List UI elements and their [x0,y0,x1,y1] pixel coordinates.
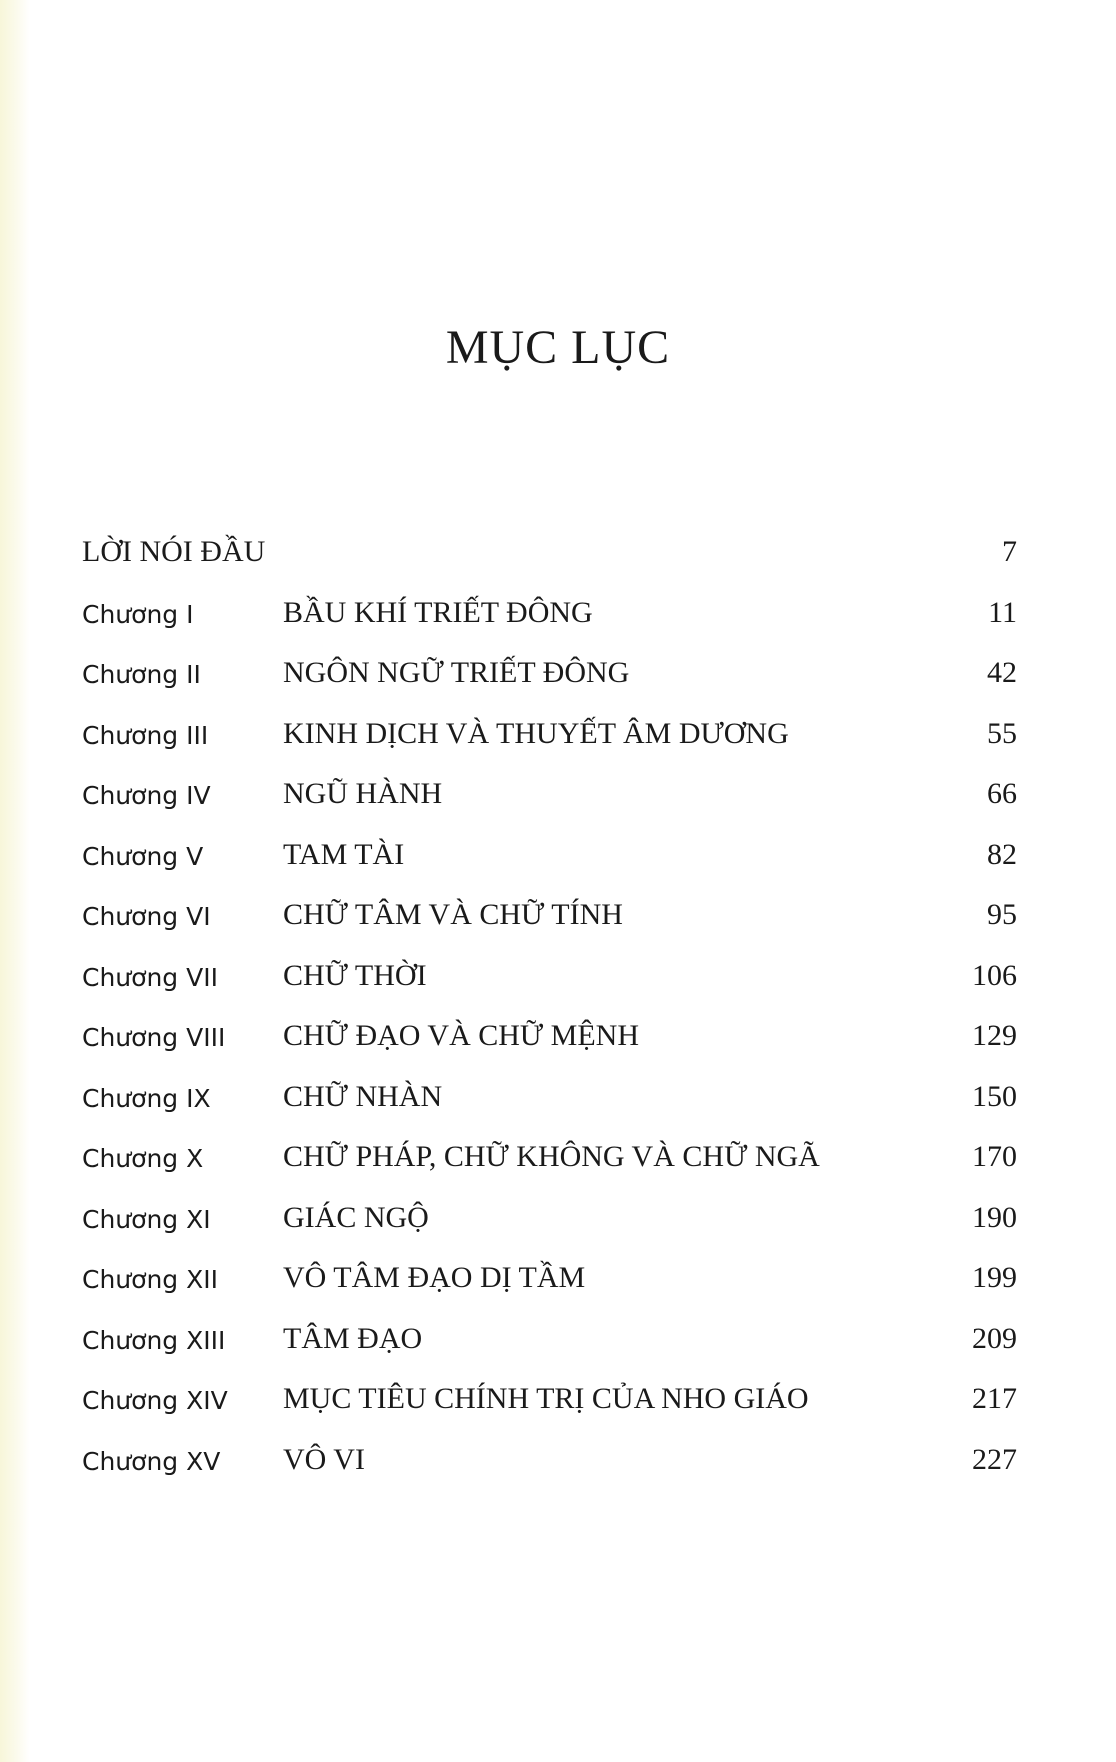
toc-chapter-label: Chương IV [82,781,211,810]
toc-chapter-label: Chương VII [82,962,218,992]
toc-chapter-title: BẦU KHÍ TRIẾT ĐÔNG [283,595,593,629]
toc-page-number: 11 [988,595,1017,629]
toc-chapter-label: Chương VIII [82,1023,226,1052]
page-edge-shading [0,0,30,1762]
toc-chapter-title: MỤC TIÊU CHÍNH TRỊ CỦA NHO GIÁO [283,1382,809,1415]
toc-row [82,1196,1017,1257]
toc-page-number: 55 [987,716,1017,750]
toc-chapter-title: CHỮ THỜI [283,958,427,992]
toc-row [82,1256,1017,1317]
toc-page-number: 150 [972,1079,1017,1113]
toc-chapter-title: VÔ VI [283,1442,365,1476]
toc-page-number: 190 [972,1200,1017,1234]
toc-chapter-title: TÂM ĐẠO [283,1321,423,1355]
toc-row [82,954,1017,1015]
toc-page-number: 199 [972,1261,1017,1294]
toc-chapter-title: CHỮ PHÁP, CHỮ KHÔNG VÀ CHỮ NGÃ [283,1140,820,1173]
toc-page-number: 82 [987,837,1017,871]
toc-chapter-title: KINH DỊCH VÀ THUYẾT ÂM DƯƠNG [283,716,789,750]
toc-chapter-title: GIÁC NGỘ [283,1200,429,1234]
toc-page-number: 170 [972,1140,1017,1173]
toc-chapter-title: NGŨ HÀNH [283,777,443,810]
toc-page-number: 7 [1002,535,1017,568]
toc-row [82,1014,1017,1075]
table-of-contents [82,530,1017,1498]
toc-page-number: 106 [972,958,1017,992]
toc-chapter-label: Chương XIV [82,1386,228,1415]
toc-page-number: 95 [987,898,1017,931]
toc-row [82,893,1017,954]
toc-intro-title: LỜI NÓI ĐẦU [82,535,266,568]
toc-chapter-label: Chương XV [82,1446,221,1476]
toc-page-number: 217 [972,1382,1017,1415]
toc-page-number: 42 [987,656,1017,689]
toc-row [82,712,1017,773]
toc-page-number: 227 [972,1442,1017,1476]
toc-page-number: 129 [972,1019,1017,1052]
toc-row [82,1377,1017,1438]
toc-chapter-title: CHỮ NHÀN [283,1079,443,1113]
toc-page-number: 66 [987,777,1017,810]
toc-chapter-label: Chương I [82,599,194,629]
toc-chapter-label: Chương X [82,1144,204,1173]
toc-row [82,591,1017,652]
toc-row-intro [82,530,1017,591]
toc-row [82,772,1017,833]
toc-chapter-title: CHỮ TÂM VÀ CHỮ TÍNH [283,898,623,931]
toc-chapter-list [82,591,1017,1499]
toc-row [82,833,1017,894]
page-title: MỤC LỤC [445,321,671,374]
toc-row [82,1317,1017,1378]
toc-chapter-title: NGÔN NGỮ TRIẾT ĐÔNG [283,656,630,689]
toc-chapter-title: VÔ TÂM ĐẠO DỊ TẦM [283,1261,586,1294]
toc-chapter-label: Chương V [82,841,204,871]
toc-chapter-label: Chương VI [82,902,211,931]
toc-chapter-title: TAM TÀI [283,837,405,871]
toc-chapter-title: CHỮ ĐẠO VÀ CHỮ MỆNH [283,1019,640,1052]
toc-chapter-label: Chương XIII [82,1325,226,1355]
toc-chapter-label: Chương II [82,660,201,689]
toc-row [82,651,1017,712]
toc-row [82,1438,1017,1499]
toc-chapter-label: Chương III [82,720,209,750]
toc-row [82,1075,1017,1136]
toc-chapter-label: Chương XII [82,1265,218,1294]
toc-chapter-label: Chương XI [82,1204,211,1234]
toc-page-number: 209 [972,1321,1017,1355]
toc-row [82,1135,1017,1196]
toc-chapter-label: Chương IX [82,1083,211,1113]
